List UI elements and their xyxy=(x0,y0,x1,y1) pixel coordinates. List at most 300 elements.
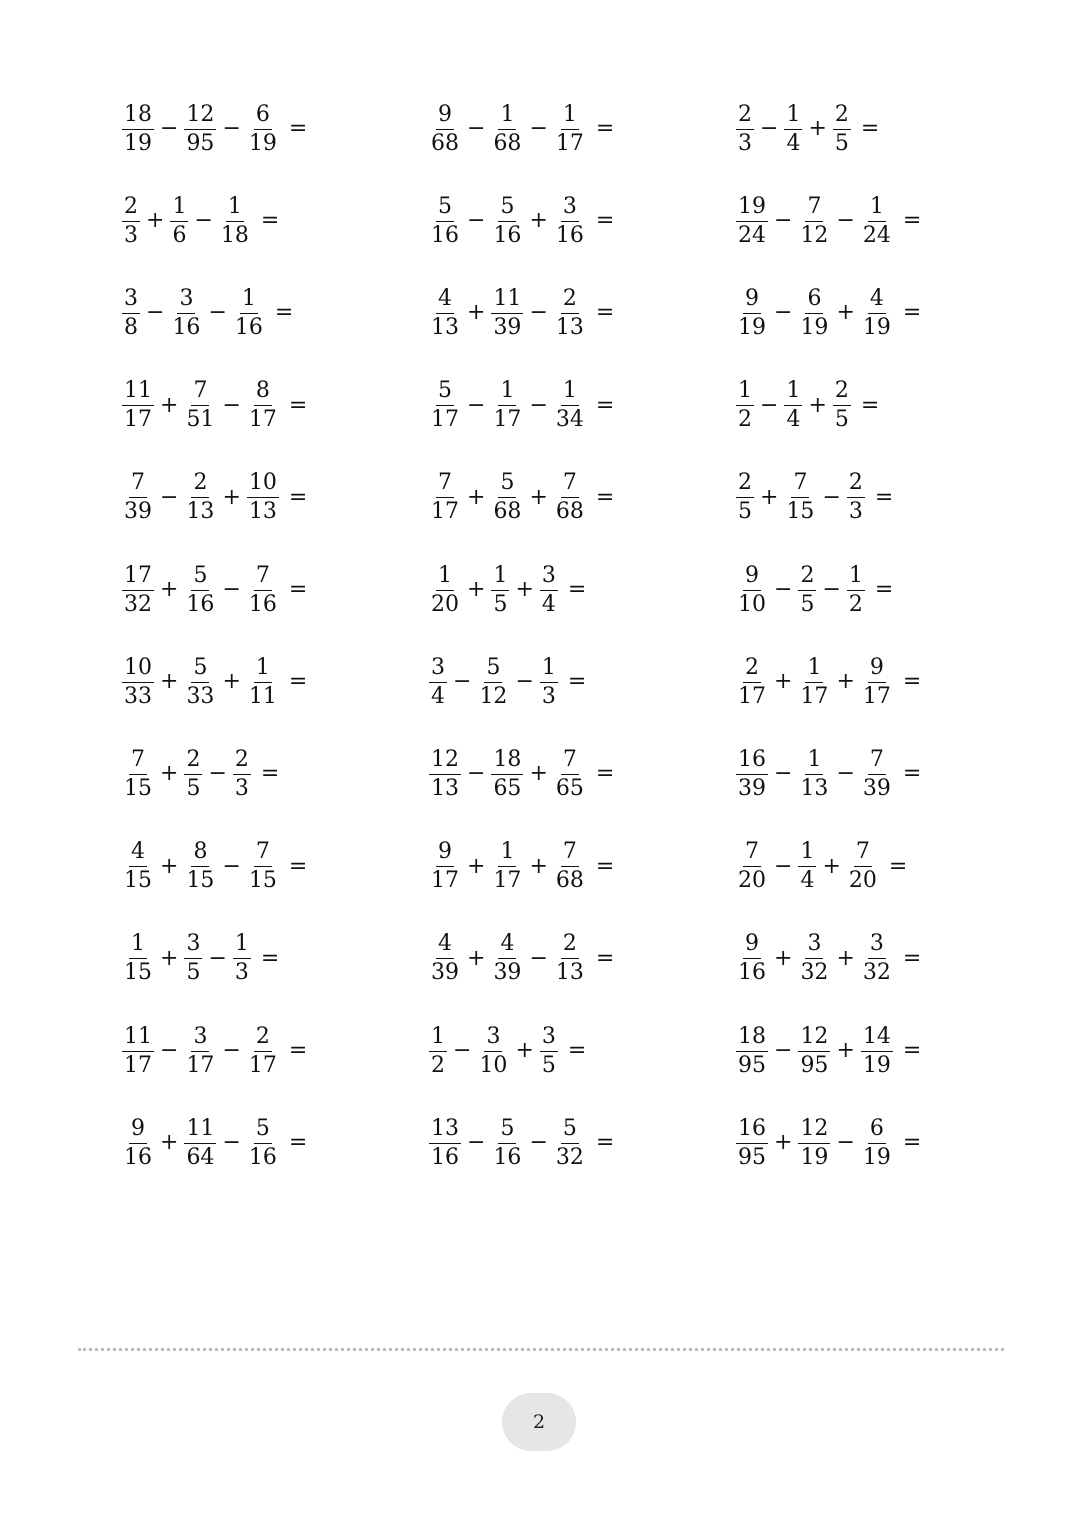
equals-sign: = xyxy=(288,853,308,879)
operator: − xyxy=(222,577,241,602)
fraction xyxy=(736,380,754,431)
denominator: 6 xyxy=(172,222,187,248)
fraction xyxy=(491,562,509,617)
numerator: 3 xyxy=(122,288,140,314)
numerator: 1 xyxy=(847,565,865,591)
numerator: 6 xyxy=(254,104,272,130)
operator: + xyxy=(822,853,841,879)
operator: + xyxy=(529,761,548,787)
denominator: 16 xyxy=(234,314,263,340)
numerator: 2 xyxy=(798,565,816,591)
numerator: 14 xyxy=(861,1026,893,1052)
numerator: 7 xyxy=(791,472,809,498)
denominator: 39 xyxy=(431,960,459,986)
numerator: 1 xyxy=(736,380,754,406)
equals-sign: = xyxy=(874,577,894,602)
numerator: 5 xyxy=(191,657,209,683)
fraction xyxy=(233,285,265,340)
equals-sign: = xyxy=(595,1130,615,1156)
operator: − xyxy=(515,669,534,695)
numerator: 7 xyxy=(561,749,579,775)
denominator: 17 xyxy=(800,683,829,709)
denominator: 13 xyxy=(800,775,829,801)
numerator: 3 xyxy=(177,288,195,314)
fraction xyxy=(184,1115,216,1170)
operator: − xyxy=(836,208,855,234)
numerator: 7 xyxy=(561,472,579,498)
numerator: 12 xyxy=(184,104,216,130)
operator: − xyxy=(774,853,793,879)
numerator: 1 xyxy=(805,657,823,683)
numerator: 2 xyxy=(743,657,761,683)
numerator: 18 xyxy=(122,104,154,130)
denominator: 17 xyxy=(862,683,891,709)
operator: + xyxy=(774,1130,793,1156)
numerator: 18 xyxy=(491,749,523,775)
denominator: 32 xyxy=(555,1144,584,1170)
denominator: 20 xyxy=(848,868,877,894)
operator: − xyxy=(160,484,179,510)
numerator: 3 xyxy=(868,933,886,959)
fraction xyxy=(784,472,816,523)
denominator: 65 xyxy=(555,775,584,801)
denominator: 19 xyxy=(248,130,277,156)
denominator: 5 xyxy=(493,591,508,617)
fraction xyxy=(184,380,216,431)
problem xyxy=(429,371,614,441)
fraction xyxy=(122,101,154,156)
numerator: 7 xyxy=(129,472,147,498)
denominator: 4 xyxy=(800,868,815,894)
fraction xyxy=(491,285,523,340)
denominator: 5 xyxy=(186,960,201,986)
problem xyxy=(429,1016,586,1086)
denominator: 51 xyxy=(186,407,215,433)
fraction xyxy=(247,101,279,156)
denominator: 15 xyxy=(124,868,152,894)
numerator: 1 xyxy=(170,196,188,222)
operator: − xyxy=(194,208,213,234)
denominator: 5 xyxy=(738,499,752,525)
fraction xyxy=(122,562,154,617)
fraction xyxy=(491,193,523,248)
numerator: 1 xyxy=(784,380,802,406)
fraction xyxy=(184,1023,216,1078)
numerator: 11 xyxy=(184,1118,216,1144)
numerator: 5 xyxy=(498,472,516,498)
fraction xyxy=(736,101,754,156)
operator: − xyxy=(222,1130,241,1156)
operator: + xyxy=(836,669,855,695)
problem xyxy=(122,739,279,809)
operator: + xyxy=(222,669,241,695)
numerator: 1 xyxy=(226,196,244,222)
equals-sign: = xyxy=(902,761,922,787)
operator: + xyxy=(774,669,793,695)
denominator: 4 xyxy=(541,591,556,617)
operator: + xyxy=(808,392,827,418)
fraction xyxy=(429,1023,447,1078)
denominator: 13 xyxy=(248,499,277,525)
numerator: 2 xyxy=(833,380,851,406)
fraction xyxy=(122,193,140,248)
denominator: 39 xyxy=(493,960,522,986)
fraction xyxy=(861,1023,893,1078)
denominator: 15 xyxy=(124,775,152,801)
operator: + xyxy=(467,577,486,602)
numerator: 1 xyxy=(436,565,454,591)
operator: − xyxy=(222,1038,241,1063)
problem xyxy=(429,555,586,625)
problem xyxy=(736,739,921,809)
numerator: 8 xyxy=(191,841,209,867)
fraction xyxy=(184,101,216,156)
fraction xyxy=(219,193,251,248)
problem xyxy=(122,186,279,256)
fraction xyxy=(861,933,893,984)
numerator: 3 xyxy=(540,1026,558,1052)
denominator: 12 xyxy=(479,683,508,709)
numerator: 9 xyxy=(436,841,454,867)
numerator: 9 xyxy=(129,1118,147,1144)
numerator: 9 xyxy=(868,657,886,683)
numerator: 2 xyxy=(736,472,754,498)
denominator: 13 xyxy=(431,775,459,801)
operator: + xyxy=(160,853,179,879)
operator: − xyxy=(529,1130,548,1156)
denominator: 95 xyxy=(738,1144,766,1170)
fraction xyxy=(736,654,768,709)
numerator: 3 xyxy=(429,657,447,683)
fraction xyxy=(798,933,830,984)
fraction xyxy=(736,285,768,340)
operator: − xyxy=(467,1130,486,1156)
fraction xyxy=(491,933,523,984)
fraction xyxy=(554,101,586,156)
page-number-badge xyxy=(502,1393,576,1451)
fraction xyxy=(554,472,586,523)
numerator: 11 xyxy=(122,1026,154,1052)
operator: + xyxy=(467,300,486,326)
operator: − xyxy=(222,116,241,141)
problem xyxy=(429,186,614,256)
operator: + xyxy=(529,208,548,234)
denominator: 16 xyxy=(738,960,766,986)
operator: − xyxy=(160,116,179,141)
operator: + xyxy=(760,484,779,510)
equals-sign: = xyxy=(902,1130,922,1156)
operator: − xyxy=(529,116,548,141)
operator: − xyxy=(836,1130,855,1156)
denominator: 16 xyxy=(248,1144,277,1170)
operator: − xyxy=(836,761,855,787)
numerator: 2 xyxy=(184,749,202,775)
denominator: 17 xyxy=(248,1052,277,1078)
denominator: 24 xyxy=(738,222,766,248)
operator: + xyxy=(160,1130,179,1156)
denominator: 39 xyxy=(738,775,766,801)
fraction xyxy=(861,654,893,709)
problem xyxy=(736,1108,921,1178)
numerator: 17 xyxy=(122,565,154,591)
denominator: 33 xyxy=(186,683,215,709)
equals-sign: = xyxy=(902,300,922,326)
numerator: 4 xyxy=(868,288,886,314)
numerator: 2 xyxy=(736,104,754,130)
fraction xyxy=(847,562,865,617)
equals-sign: = xyxy=(874,484,894,510)
denominator: 3 xyxy=(738,130,752,156)
numerator: 2 xyxy=(561,288,579,314)
denominator: 17 xyxy=(431,407,459,433)
numerator: 10 xyxy=(247,472,279,498)
operator: − xyxy=(774,300,793,326)
equals-sign: = xyxy=(288,669,308,695)
problem xyxy=(122,278,293,348)
denominator: 16 xyxy=(555,222,584,248)
denominator: 17 xyxy=(493,407,522,433)
numerator: 18 xyxy=(736,1026,768,1052)
denominator: 13 xyxy=(431,314,459,340)
denominator: 39 xyxy=(493,314,522,340)
numerator: 9 xyxy=(743,933,761,959)
fraction xyxy=(540,562,558,617)
numerator: 1 xyxy=(498,104,516,130)
problem xyxy=(429,647,586,717)
fraction xyxy=(429,285,461,340)
operator: − xyxy=(222,853,241,879)
fraction xyxy=(429,193,461,248)
fraction xyxy=(247,562,279,617)
equals-sign: = xyxy=(260,945,280,971)
numerator: 2 xyxy=(122,196,140,222)
fraction xyxy=(798,1115,830,1170)
fraction xyxy=(184,933,202,984)
fraction xyxy=(491,380,523,431)
fraction xyxy=(554,193,586,248)
fraction xyxy=(247,472,279,523)
equals-sign: = xyxy=(860,392,880,418)
numerator: 9 xyxy=(743,565,761,591)
operator: − xyxy=(529,945,548,971)
denominator: 20 xyxy=(431,591,459,617)
operator: + xyxy=(222,484,241,510)
equals-sign: = xyxy=(595,484,615,510)
numerator: 16 xyxy=(736,1118,768,1144)
denominator: 3 xyxy=(848,499,863,525)
fraction xyxy=(247,841,279,892)
denominator: 17 xyxy=(431,499,459,525)
fraction xyxy=(554,380,586,431)
equals-sign: = xyxy=(595,116,615,141)
equals-sign: = xyxy=(274,300,294,326)
fraction xyxy=(847,472,865,523)
denominator: 5 xyxy=(541,1052,556,1078)
denominator: 4 xyxy=(786,407,801,433)
operator: + xyxy=(467,484,486,510)
operator: − xyxy=(774,208,793,234)
problem xyxy=(429,924,614,994)
fraction xyxy=(798,746,830,801)
denominator: 16 xyxy=(248,591,277,617)
problem xyxy=(429,463,614,533)
problem xyxy=(736,647,921,717)
denominator: 19 xyxy=(800,314,829,340)
numerator: 4 xyxy=(436,933,454,959)
denominator: 4 xyxy=(431,683,445,709)
fraction xyxy=(477,1023,509,1078)
fraction xyxy=(784,101,802,156)
operator: − xyxy=(774,577,793,602)
numerator: 11 xyxy=(491,288,523,314)
equals-sign: = xyxy=(860,116,880,141)
denominator: 5 xyxy=(800,591,815,617)
fraction xyxy=(247,1023,279,1078)
denominator: 17 xyxy=(124,1052,152,1078)
fraction xyxy=(861,746,893,801)
denominator: 13 xyxy=(555,960,584,986)
problem xyxy=(736,94,879,164)
operator: + xyxy=(160,945,179,971)
denominator: 68 xyxy=(431,130,459,156)
fraction xyxy=(429,101,461,156)
denominator: 19 xyxy=(800,1144,829,1170)
equals-sign: = xyxy=(567,669,587,695)
denominator: 17 xyxy=(493,868,522,894)
operator: + xyxy=(467,945,486,971)
fraction xyxy=(429,746,461,801)
numerator: 7 xyxy=(436,472,454,498)
denominator: 32 xyxy=(800,960,829,986)
numerator: 1 xyxy=(868,196,886,222)
denominator: 17 xyxy=(248,407,277,433)
operator: − xyxy=(453,669,472,695)
fraction xyxy=(170,193,188,248)
denominator: 20 xyxy=(738,868,766,894)
operator: − xyxy=(208,945,227,971)
operator: + xyxy=(774,945,793,971)
equals-sign: = xyxy=(902,669,922,695)
denominator: 11 xyxy=(248,683,277,709)
numerator: 1 xyxy=(498,841,516,867)
fraction xyxy=(429,654,447,709)
fraction xyxy=(247,1115,279,1170)
operator: + xyxy=(160,392,179,418)
fraction xyxy=(429,562,461,617)
numerator: 7 xyxy=(805,196,823,222)
denominator: 16 xyxy=(431,222,459,248)
denominator: 32 xyxy=(862,960,891,986)
operator: − xyxy=(467,208,486,234)
denominator: 68 xyxy=(493,130,522,156)
denominator: 16 xyxy=(172,314,201,340)
numerator: 5 xyxy=(436,196,454,222)
fraction xyxy=(233,933,251,984)
fraction xyxy=(554,746,586,801)
numerator: 5 xyxy=(498,196,516,222)
problem xyxy=(122,924,279,994)
numerator: 2 xyxy=(254,1026,272,1052)
denominator: 17 xyxy=(431,868,459,894)
denominator: 3 xyxy=(234,775,249,801)
operator: − xyxy=(529,392,548,418)
denominator: 64 xyxy=(186,1144,215,1170)
equals-sign: = xyxy=(595,945,615,971)
problem xyxy=(429,832,614,902)
denominator: 15 xyxy=(786,499,815,525)
denominator: 68 xyxy=(555,868,584,894)
fraction xyxy=(233,746,251,801)
numerator: 1 xyxy=(498,380,516,406)
fraction xyxy=(736,193,768,248)
fraction xyxy=(833,101,851,156)
numerator: 1 xyxy=(491,565,509,591)
operator: − xyxy=(774,1038,793,1063)
operator: + xyxy=(529,484,548,510)
fraction xyxy=(554,285,586,340)
fraction xyxy=(554,933,586,984)
numerator: 9 xyxy=(436,104,454,130)
fraction xyxy=(554,1115,586,1170)
fraction xyxy=(861,193,893,248)
numerator: 16 xyxy=(736,749,768,775)
fraction xyxy=(247,654,279,709)
fraction xyxy=(798,562,816,617)
equals-sign: = xyxy=(288,116,308,141)
denominator: 19 xyxy=(862,1052,891,1078)
denominator: 3 xyxy=(234,960,249,986)
operator: + xyxy=(529,853,548,879)
page-number: 2 xyxy=(532,1411,546,1433)
equals-sign: = xyxy=(567,1038,587,1063)
denominator: 5 xyxy=(834,407,849,433)
denominator: 19 xyxy=(862,1144,891,1170)
numerator: 1 xyxy=(429,1026,447,1052)
fraction xyxy=(429,1115,461,1170)
problem xyxy=(122,94,307,164)
equals-sign: = xyxy=(595,208,615,234)
problem xyxy=(736,371,879,441)
numerator: 7 xyxy=(868,749,886,775)
fraction xyxy=(477,654,509,709)
denominator: 17 xyxy=(124,407,152,433)
denominator: 12 xyxy=(800,222,829,248)
denominator: 68 xyxy=(555,499,584,525)
fraction xyxy=(184,472,216,523)
fraction xyxy=(122,472,154,523)
problem xyxy=(122,832,307,902)
equals-sign: = xyxy=(288,577,308,602)
denominator: 19 xyxy=(738,314,766,340)
operator: − xyxy=(146,300,165,326)
equals-sign: = xyxy=(888,853,908,879)
denominator: 15 xyxy=(186,868,215,894)
denominator: 16 xyxy=(124,1144,152,1170)
numerator: 1 xyxy=(129,933,147,959)
denominator: 5 xyxy=(834,130,849,156)
numerator: 2 xyxy=(833,104,851,130)
numerator: 3 xyxy=(184,933,202,959)
problem xyxy=(736,1016,921,1086)
problem xyxy=(429,739,614,809)
equals-sign: = xyxy=(595,853,615,879)
operator: − xyxy=(208,761,227,787)
problem xyxy=(736,278,921,348)
denominator: 5 xyxy=(186,775,201,801)
fraction xyxy=(540,654,558,709)
denominator: 68 xyxy=(493,499,522,525)
numerator: 1 xyxy=(240,288,258,314)
